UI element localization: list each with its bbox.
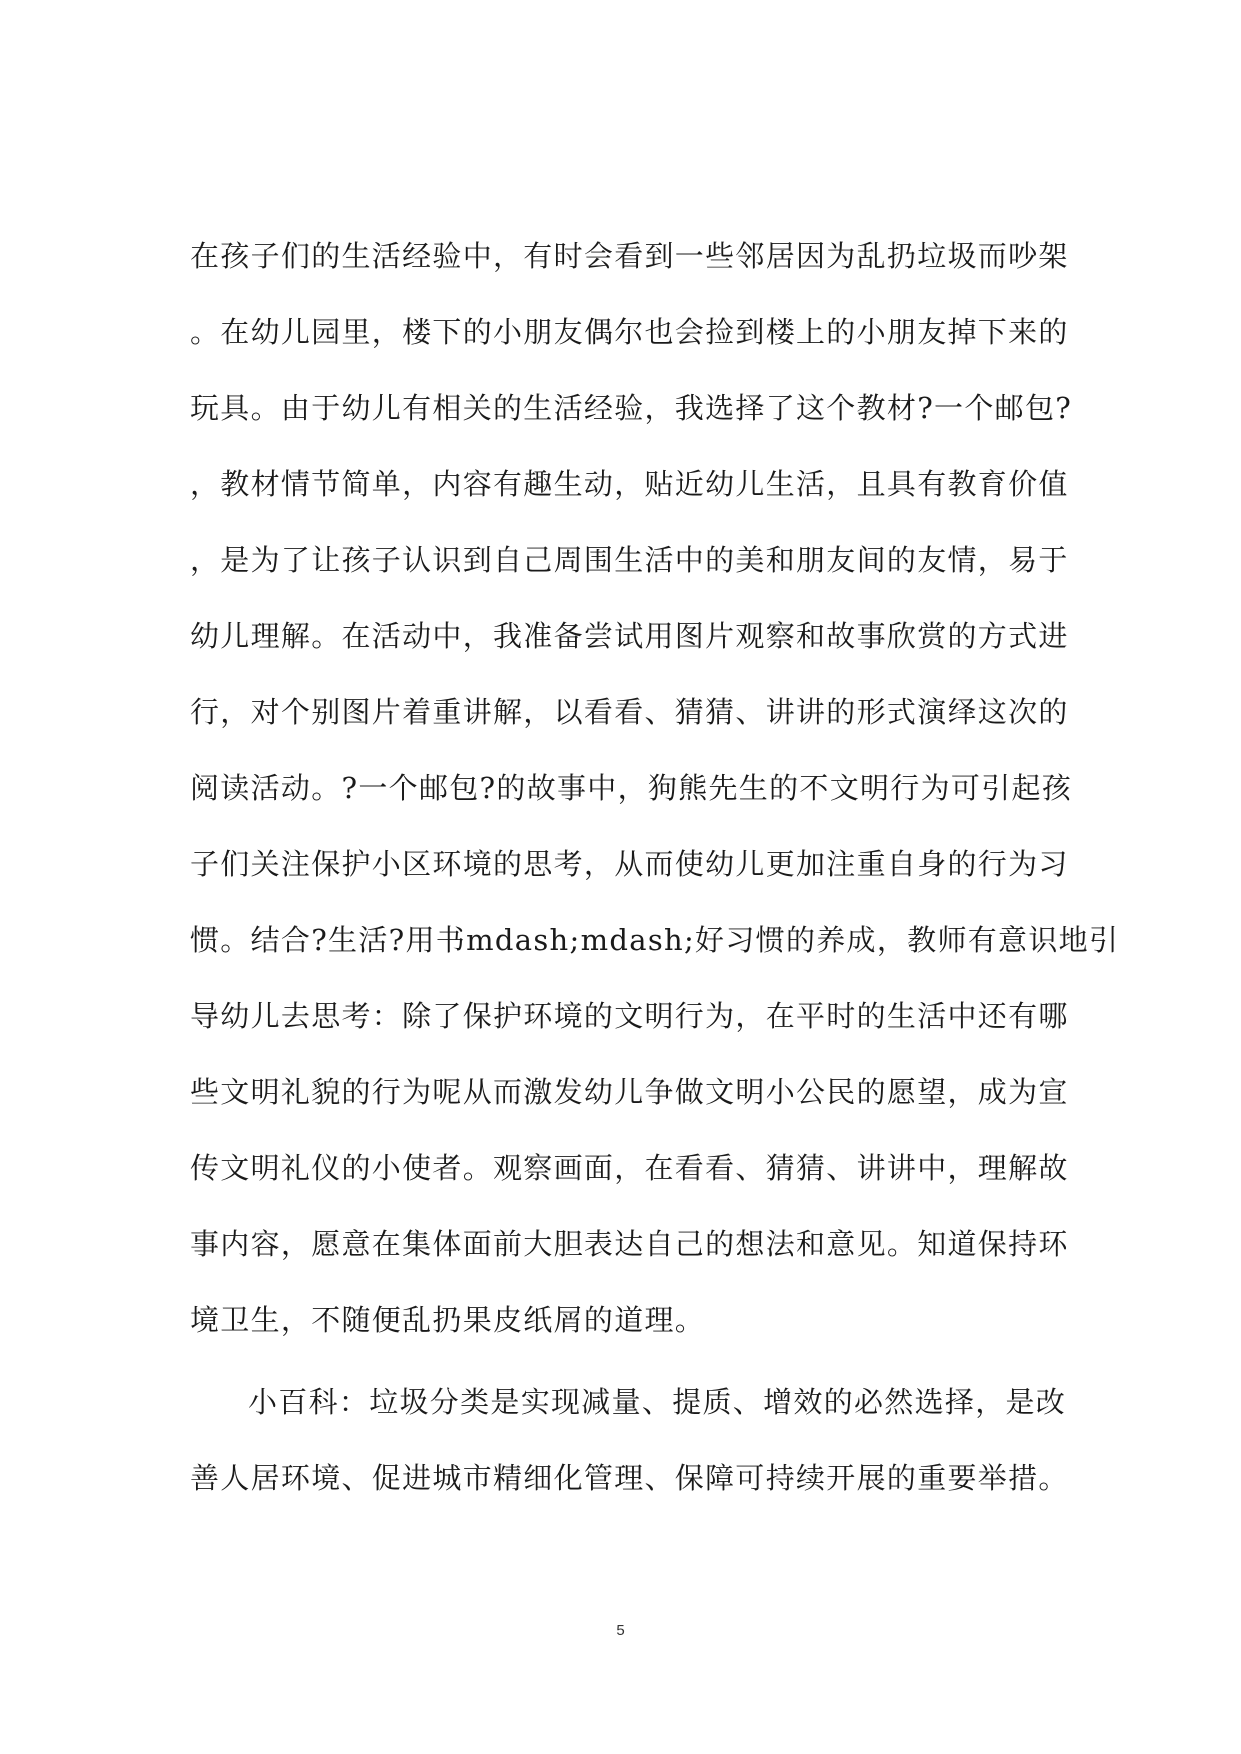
text-line: 些文明礼貌的行为呢从而激发幼儿争做文明小公民的愿望，成为宣 bbox=[190, 1075, 1069, 1109]
paragraph-main bbox=[190, 218, 1120, 1358]
text-line: 善人居环境、促进城市精细化管理、保障可持续开展的重要举措。 bbox=[190, 1461, 1069, 1495]
text-line: 子们关注保护小区环境的思考，从而使幼儿更加注重自身的行为习 bbox=[190, 847, 1069, 881]
text-line: 在孩子们的生活经验中，有时会看到一些邻居因为乱扔垃圾而吵架 bbox=[190, 239, 1069, 273]
text-line: 导幼儿去思考：除了保护环境的文明行为，在平时的生活中还有哪 bbox=[190, 999, 1069, 1033]
text-line: 幼儿理解。在活动中，我准备尝试用图片观察和故事欣赏的方式进 bbox=[190, 619, 1069, 653]
text-line: 行，对个别图片着重讲解，以看看、猜猜、讲讲的形式演绎这次的 bbox=[190, 695, 1069, 729]
body-text bbox=[190, 218, 1120, 1516]
text-line: 惯。结合?生活?用书mdash;mdash;好习惯的养成，教师有意识地引 bbox=[190, 923, 1120, 957]
text-line: 。在幼儿园里，楼下的小朋友偶尔也会捡到楼上的小朋友掉下来的 bbox=[190, 315, 1069, 349]
text-line: 阅读活动。?一个邮包?的故事中，狗熊先生的不文明行为可引起孩 bbox=[190, 771, 1073, 805]
text-line: 境卫生，不随便乱扔果皮纸屑的道理。 bbox=[190, 1303, 706, 1337]
text-line: ，是为了让孩子认识到自己周围生活中的美和朋友间的友情，易于 bbox=[190, 543, 1069, 577]
text-line: 玩具。由于幼儿有相关的生活经验，我选择了这个教材?一个邮包? bbox=[190, 391, 1073, 425]
text-line: ，教材情节简单，内容有趣生动，贴近幼儿生活，且具有教育价值 bbox=[190, 467, 1069, 501]
text-line: 传文明礼仪的小使者。观察画面，在看看、猜猜、讲讲中，理解故 bbox=[190, 1151, 1069, 1185]
page-number: 5 bbox=[616, 1622, 625, 1639]
paragraph-encyclopedia-note bbox=[190, 1364, 1069, 1516]
text-line: 事内容，愿意在集体面前大胆表达自己的想法和意见。知道保持环 bbox=[190, 1227, 1069, 1261]
text-line: 小百科：垃圾分类是实现减量、提质、增效的必然选择，是改 bbox=[248, 1385, 1067, 1419]
